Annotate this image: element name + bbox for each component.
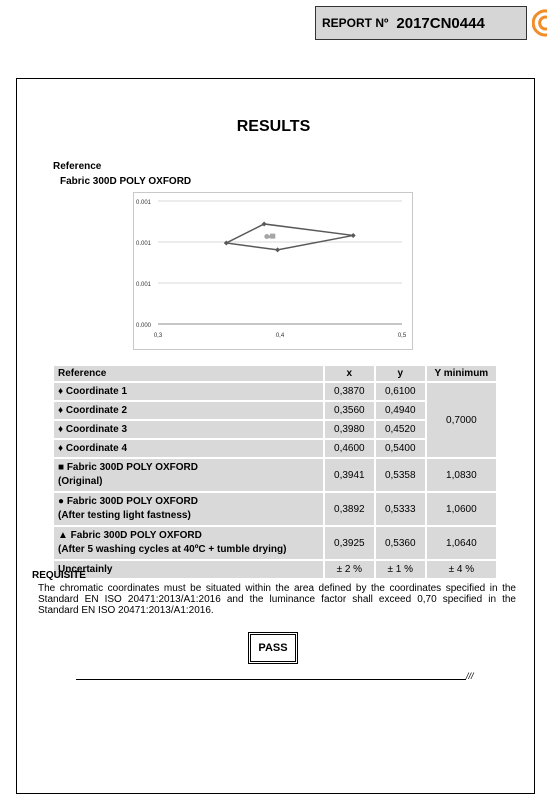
sample-condition: (After testing light fastness) bbox=[58, 510, 191, 521]
page-title: RESULTS bbox=[236, 118, 311, 135]
coordinate-point bbox=[224, 240, 229, 245]
x-tick-label: 0,3 bbox=[153, 333, 163, 339]
coordinate-label: ♦ Coordinate 2 bbox=[53, 401, 324, 420]
company-logo-icon bbox=[532, 8, 547, 38]
sample-x: 0,3941 bbox=[324, 458, 375, 492]
header-reference: Reference bbox=[53, 365, 324, 382]
table-row bbox=[53, 382, 497, 401]
sample-y: 0,5360 bbox=[375, 526, 426, 560]
sample-condition: (Original) bbox=[58, 476, 103, 487]
x-tick-label: 0,5 bbox=[397, 333, 407, 339]
y-tick-label: 0.001 bbox=[136, 241, 152, 247]
table-row bbox=[53, 458, 497, 492]
coordinate-x: 0,4600 bbox=[324, 439, 375, 458]
report-number-box bbox=[315, 6, 527, 40]
coordinate-x: 0,3980 bbox=[324, 420, 375, 439]
sample-y-minimum: 1,0600 bbox=[426, 492, 497, 526]
table-row bbox=[53, 560, 497, 579]
coordinate-y: 0,5400 bbox=[375, 439, 426, 458]
signature-line bbox=[76, 679, 466, 680]
reference-fabric: Fabric 300D POLY OXFORD bbox=[60, 176, 192, 187]
sample-name: ▲ Fabric 300D POLY OXFORD bbox=[58, 530, 202, 541]
sample-y-minimum: 1,0830 bbox=[426, 458, 497, 492]
coordinate-point bbox=[275, 247, 280, 252]
verdict-box bbox=[248, 632, 298, 664]
verdict-label: PASS bbox=[250, 634, 296, 662]
uncertainty-y-minimum: ± 4 % bbox=[426, 560, 497, 579]
sample-x: 0,3925 bbox=[324, 526, 375, 560]
header-x: x bbox=[324, 365, 375, 382]
y-tick-label: 0.001 bbox=[136, 200, 152, 206]
coordinate-x: 0,3870 bbox=[324, 382, 375, 401]
requisite-heading: REQUISITE bbox=[32, 570, 86, 581]
chart-svg bbox=[134, 193, 412, 349]
header-y: y bbox=[375, 365, 426, 382]
sample-label bbox=[53, 492, 324, 526]
sample-y: 0,5358 bbox=[375, 458, 426, 492]
chromaticity-chart bbox=[133, 192, 413, 350]
y-tick-label: 0.000 bbox=[136, 323, 152, 329]
uncertainty-y: ± 1 % bbox=[375, 560, 426, 579]
coordinate-y-minimum: 0,7000 bbox=[426, 382, 497, 458]
coordinate-y: 0,4940 bbox=[375, 401, 426, 420]
header-y-minimum: Y minimum bbox=[426, 365, 497, 382]
sample-name: ■ Fabric 300D POLY OXFORD bbox=[58, 462, 198, 473]
table-row bbox=[53, 526, 497, 560]
coordinate-label: ♦ Coordinate 4 bbox=[53, 439, 324, 458]
results-table bbox=[52, 364, 498, 580]
sample-name: ● Fabric 300D POLY OXFORD bbox=[58, 496, 198, 507]
report-label: REPORT Nº bbox=[322, 16, 389, 30]
table-row bbox=[53, 492, 497, 526]
table-header-row bbox=[53, 365, 497, 382]
coordinate-y: 0,6100 bbox=[375, 382, 426, 401]
requisite-text: The chromatic coordinates must be situated within the area defined by the coordinates specified in the Standard EN ISO 20471:2013/A1:2016 and the luminance factor shall exceed 0,70 specified in the Standard EN ISO 20471:2013/A1:2016. bbox=[38, 583, 516, 616]
report-number: 2017CN0444 bbox=[396, 14, 485, 32]
x-tick-label: 0,4 bbox=[275, 333, 285, 339]
signature-mark: /// bbox=[466, 671, 474, 681]
coordinate-point bbox=[262, 221, 267, 226]
y-tick-label: 0.001 bbox=[136, 282, 152, 288]
coordinate-x: 0,3560 bbox=[324, 401, 375, 420]
sample-y-minimum: 1,0640 bbox=[426, 526, 497, 560]
sample-condition: (After 5 washing cycles at 40ºC + tumble drying) bbox=[58, 544, 287, 555]
sample-x: 0,3892 bbox=[324, 492, 375, 526]
uncertainty-label: Uncertainly bbox=[53, 560, 324, 579]
uncertainty-x: ± 2 % bbox=[324, 560, 375, 579]
sample-label bbox=[53, 526, 324, 560]
coordinate-label: ♦ Coordinate 1 bbox=[53, 382, 324, 401]
coordinate-point bbox=[351, 233, 356, 238]
requirement-area-polygon bbox=[226, 224, 353, 250]
sample-label bbox=[53, 458, 324, 492]
sample-y: 0,5333 bbox=[375, 492, 426, 526]
coordinate-y: 0,4520 bbox=[375, 420, 426, 439]
coordinate-label: ♦ Coordinate 3 bbox=[53, 420, 324, 439]
sample-point-circle bbox=[264, 234, 269, 239]
reference-heading: Reference bbox=[53, 161, 102, 172]
